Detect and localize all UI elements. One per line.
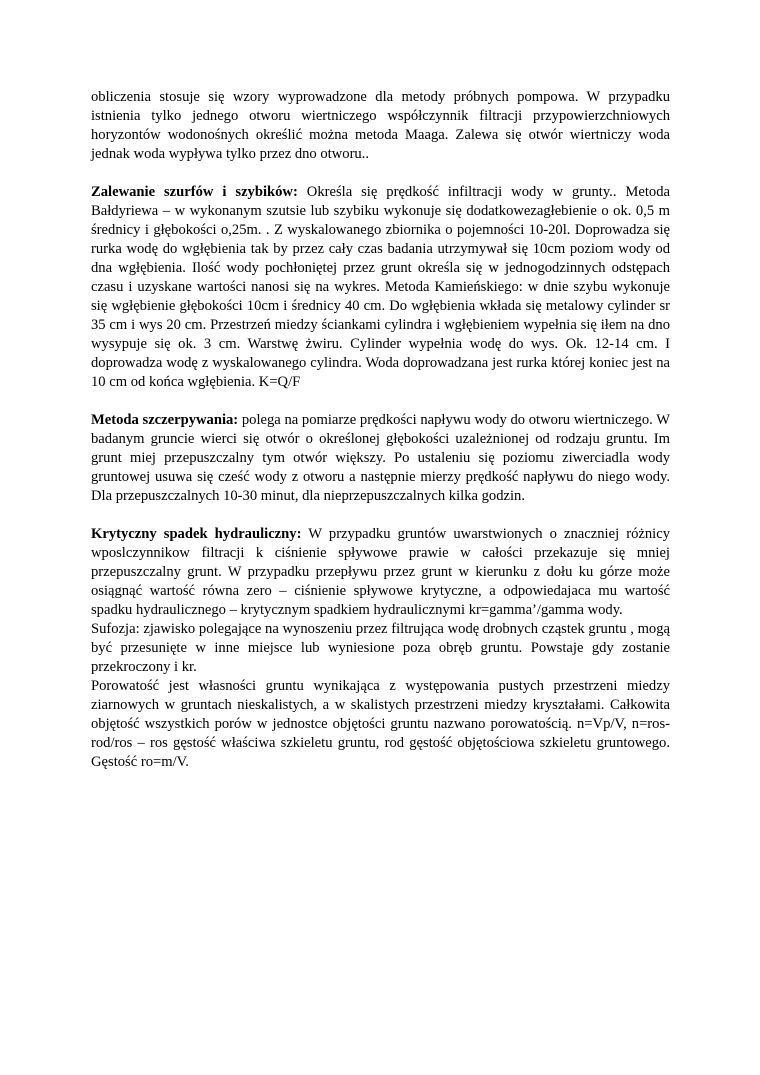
paragraph-porowatosc: Porowatość jest własności gruntu wynikająca z występowania pustych przestrzeni miedzy ziarnowych w gruntach nieskalistych, a w skalistych przestrzeni miedzy kryształami. Całkowita objętość wszystkich porów w jednostce objętości gruntu nazwano porowatością. n=Vp/V, n=ros-rod/ros – ros gęstość właściwa szkieletu gruntu, rod gęstość objętościowa szkieletu gruntowego. Gęstość ro=m/V. [91,678,670,770]
section-body-zalewanie: Określa się prędkość infiltracji wody w grunty.. Metoda Bałdyriewa – w wykonanym szutsie lub szybiku wykonuje się dodatkowezagłebienie o ok. 0,5 m średnicy i głębokości o,25m. . Z wyskalowanego zbiornika o pojemności 10-20l. Doprowadza się rurka wodę do wgłębienia tak by przez cały czas badania utrzymywał się 10cm poziom wody od dna wgłębienia. Ilość wody pochłoniętej przez grunt określa się w jednogodzinnych odstępach czasu i uzyskane wartości nanosi się na wykres. Metoda Kamieńskiego: w dnie szybu wykonuje się wgłębienie głębokości 10cm i średnicy 40 cm. Do wgłębienia wkłada się metalowy cylinder sr 35 cm i wys 20 cm. Przestrzeń miedzy ściankami cylindra i wgłębieniem wypełnia się iłem na dno wysypuje się ok. 3 cm. Warstwę żwiru. Cylinder wypełnia wodę do wys. Ok. 12-14 cm. I doprowadza wodę z wyskalowanego cylindra. Woda doprowadzana jest rurka której koniec jest na 10 cm od końca wgłębienia. K=Q/F [91,184,671,390]
paragraph-gap [91,392,670,411]
section-body-szczerpywania: polega na pomiarze prędkości napływu wody do otworu wiertniczego. W badanym gruncie wierci się otwór o określonej głębokości uzależnionej od rodzaju gruntu. Im grunt miej przepuszczalny tym otwór większy. Po ustaleniu się poziomu ziwerciadla wody gruntowej usuwa się cześć wody z otworu a następnie mierzy prędkość napływu do niego wody. Dla przepuszczalnych 10-30 minut, dla nieprzepuszczalnych kilka godzin. [91,412,670,504]
section-krytyczny-spadek [91,525,670,620]
section-heading-krytyczny-spadek: Krytyczny spadek hydrauliczny: [91,526,302,542]
paragraph-gap [91,164,670,183]
paragraph-intro: obliczenia stosuje się wzory wyprowadzone dla metody próbnych pompowa. W przypadku istnienia tylko jednego otworu wiertniczego współczynnik filtracji przypowierzchniowych horyzontów wodonośnych określić można metoda Maaga. Zalewa się otwór wiertniczy woda jednak woda wypływa tylko przez dno otworu.. [91,89,670,162]
paragraph-gap [91,506,670,525]
section-zalewanie [91,183,670,392]
section-szczerpywania [91,411,670,506]
paragraph-sufozja: Sufozja: zjawisko polegające na wynoszeniu przez filtrująca wodę drobnych cząstek gruntu , mogą być przesunięte w inne miejsce lub wyniesione poza obręb gruntu. Powstaje gdy zostanie przekroczony i kr. [91,621,670,675]
document-body [91,88,670,772]
section-heading-szczerpywania: Metoda szczerpywania: [91,412,239,428]
section-body-krytyczny-spadek: W przypadku gruntów uwarstwionych o znaczniej różnicy wposlczynnikow filtracji k ciśnienie spływowe prawie w całości przekazuje się mniej przepuszczalny grunt. W przypadku przepływu przez grunt w kierunku z dołu ku górze może osiągnąć wartość równa zero – ciśnienie spływowe krytyczne, a odpowiedajaca mu wartość spadku hydraulicznego – krytycznym spadkiem hydraulicznymi kr=gamma’/gamma wody. [91,526,670,618]
section-heading-zalewanie: Zalewanie szurfów i szybików: [91,184,298,200]
